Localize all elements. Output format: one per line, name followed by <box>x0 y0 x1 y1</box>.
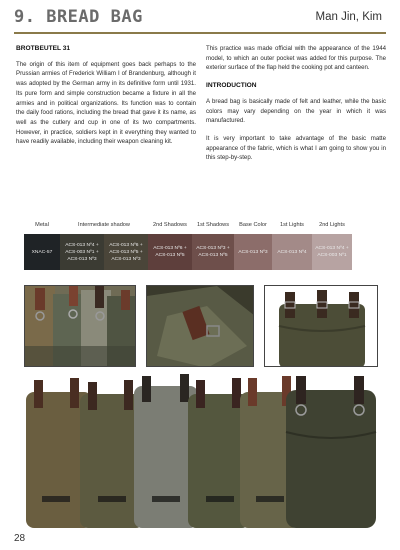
photo-strap-closeup <box>146 285 254 367</box>
paint-swatch: ACS-013 Nº4 + ACS-003 Nº1 <box>312 234 352 270</box>
photo-bag-colour-lineup <box>24 372 378 530</box>
paint-swatch: ACS-013 Nº4 <box>272 234 312 270</box>
col-header: Intermediate shadow <box>78 222 130 228</box>
section-heading-introduction: INTRODUCTION <box>206 82 257 90</box>
col-header: 2nd Lights <box>319 222 345 228</box>
paint-swatch: ACS-013 Nº3 <box>234 234 272 270</box>
paint-swatch: XNAC-57 <box>24 234 60 270</box>
col-header: 1st Lights <box>280 222 304 228</box>
paint-swatch: ACS-013 Nº4 + ACS-003 Nº1 + ACS-013 Nº3 <box>60 234 104 270</box>
col-header: 2nd Shadows <box>153 222 187 228</box>
paint-swatch: ACS-013 Nº6 + ACS-013 Nº5 <box>148 234 192 270</box>
page-header <box>0 0 400 36</box>
col-header: 1st Shadows <box>196 222 230 228</box>
col-header: Metal <box>35 222 49 228</box>
paint-color-table <box>24 222 378 270</box>
body-paragraph: The origin of this item of equipment goes back perhaps to the Prussian armies of Frederick William I of Brandenburg, although it was adopted by the German army in its definitive form until 1931. Its pure form and simple construction became a fixture in all the armies and in political organizations. Its function was to contain the daily food rations, including the bread that gave it its name, as well as the cutlery and cup in one of its two compartments. However, in practice, soldiers kept in it everything they wanted to have readily available, including their weapon cleaning kit. <box>16 60 196 146</box>
left-text-column <box>16 44 196 155</box>
section-heading-brotbeutel: BROTBEUTEL 31 <box>16 45 71 52</box>
body-paragraph: It is very important to take advantage of the basic matte appearance of the fabric, which is what I am going to show you in this step-by-step. <box>206 134 386 162</box>
header-divider <box>14 32 386 34</box>
paint-table-header <box>24 222 378 232</box>
chapter-title: 9. BREAD BAG <box>14 7 143 27</box>
body-paragraph: A bread bag is basically made of felt and leather, while the basic colors may vary depending on the year in which it was manufactured. <box>206 97 386 125</box>
body-paragraph: This practice was made official with the appearance of the 1944 model, to which an outer pocket was added for this purpose. The exterior surface of the flap held the cooking pot and canteen. <box>206 45 386 72</box>
photo-bread-bag-front <box>264 285 378 367</box>
col-header: Base Color <box>239 222 267 228</box>
paint-table-swatches <box>24 234 378 270</box>
right-text-column <box>206 44 386 171</box>
paint-swatch: ACS-013 Nº6 + ACS-013 Nº5 + ACS-013 Nº3 <box>104 234 148 270</box>
photo-bread-bags-pile <box>24 285 136 367</box>
paint-swatch: ACS-013 Nº3 + ACS-013 Nº5 <box>192 234 234 270</box>
author-name: Man Jin, Kim <box>315 11 382 23</box>
page-number: 28 <box>14 533 26 544</box>
